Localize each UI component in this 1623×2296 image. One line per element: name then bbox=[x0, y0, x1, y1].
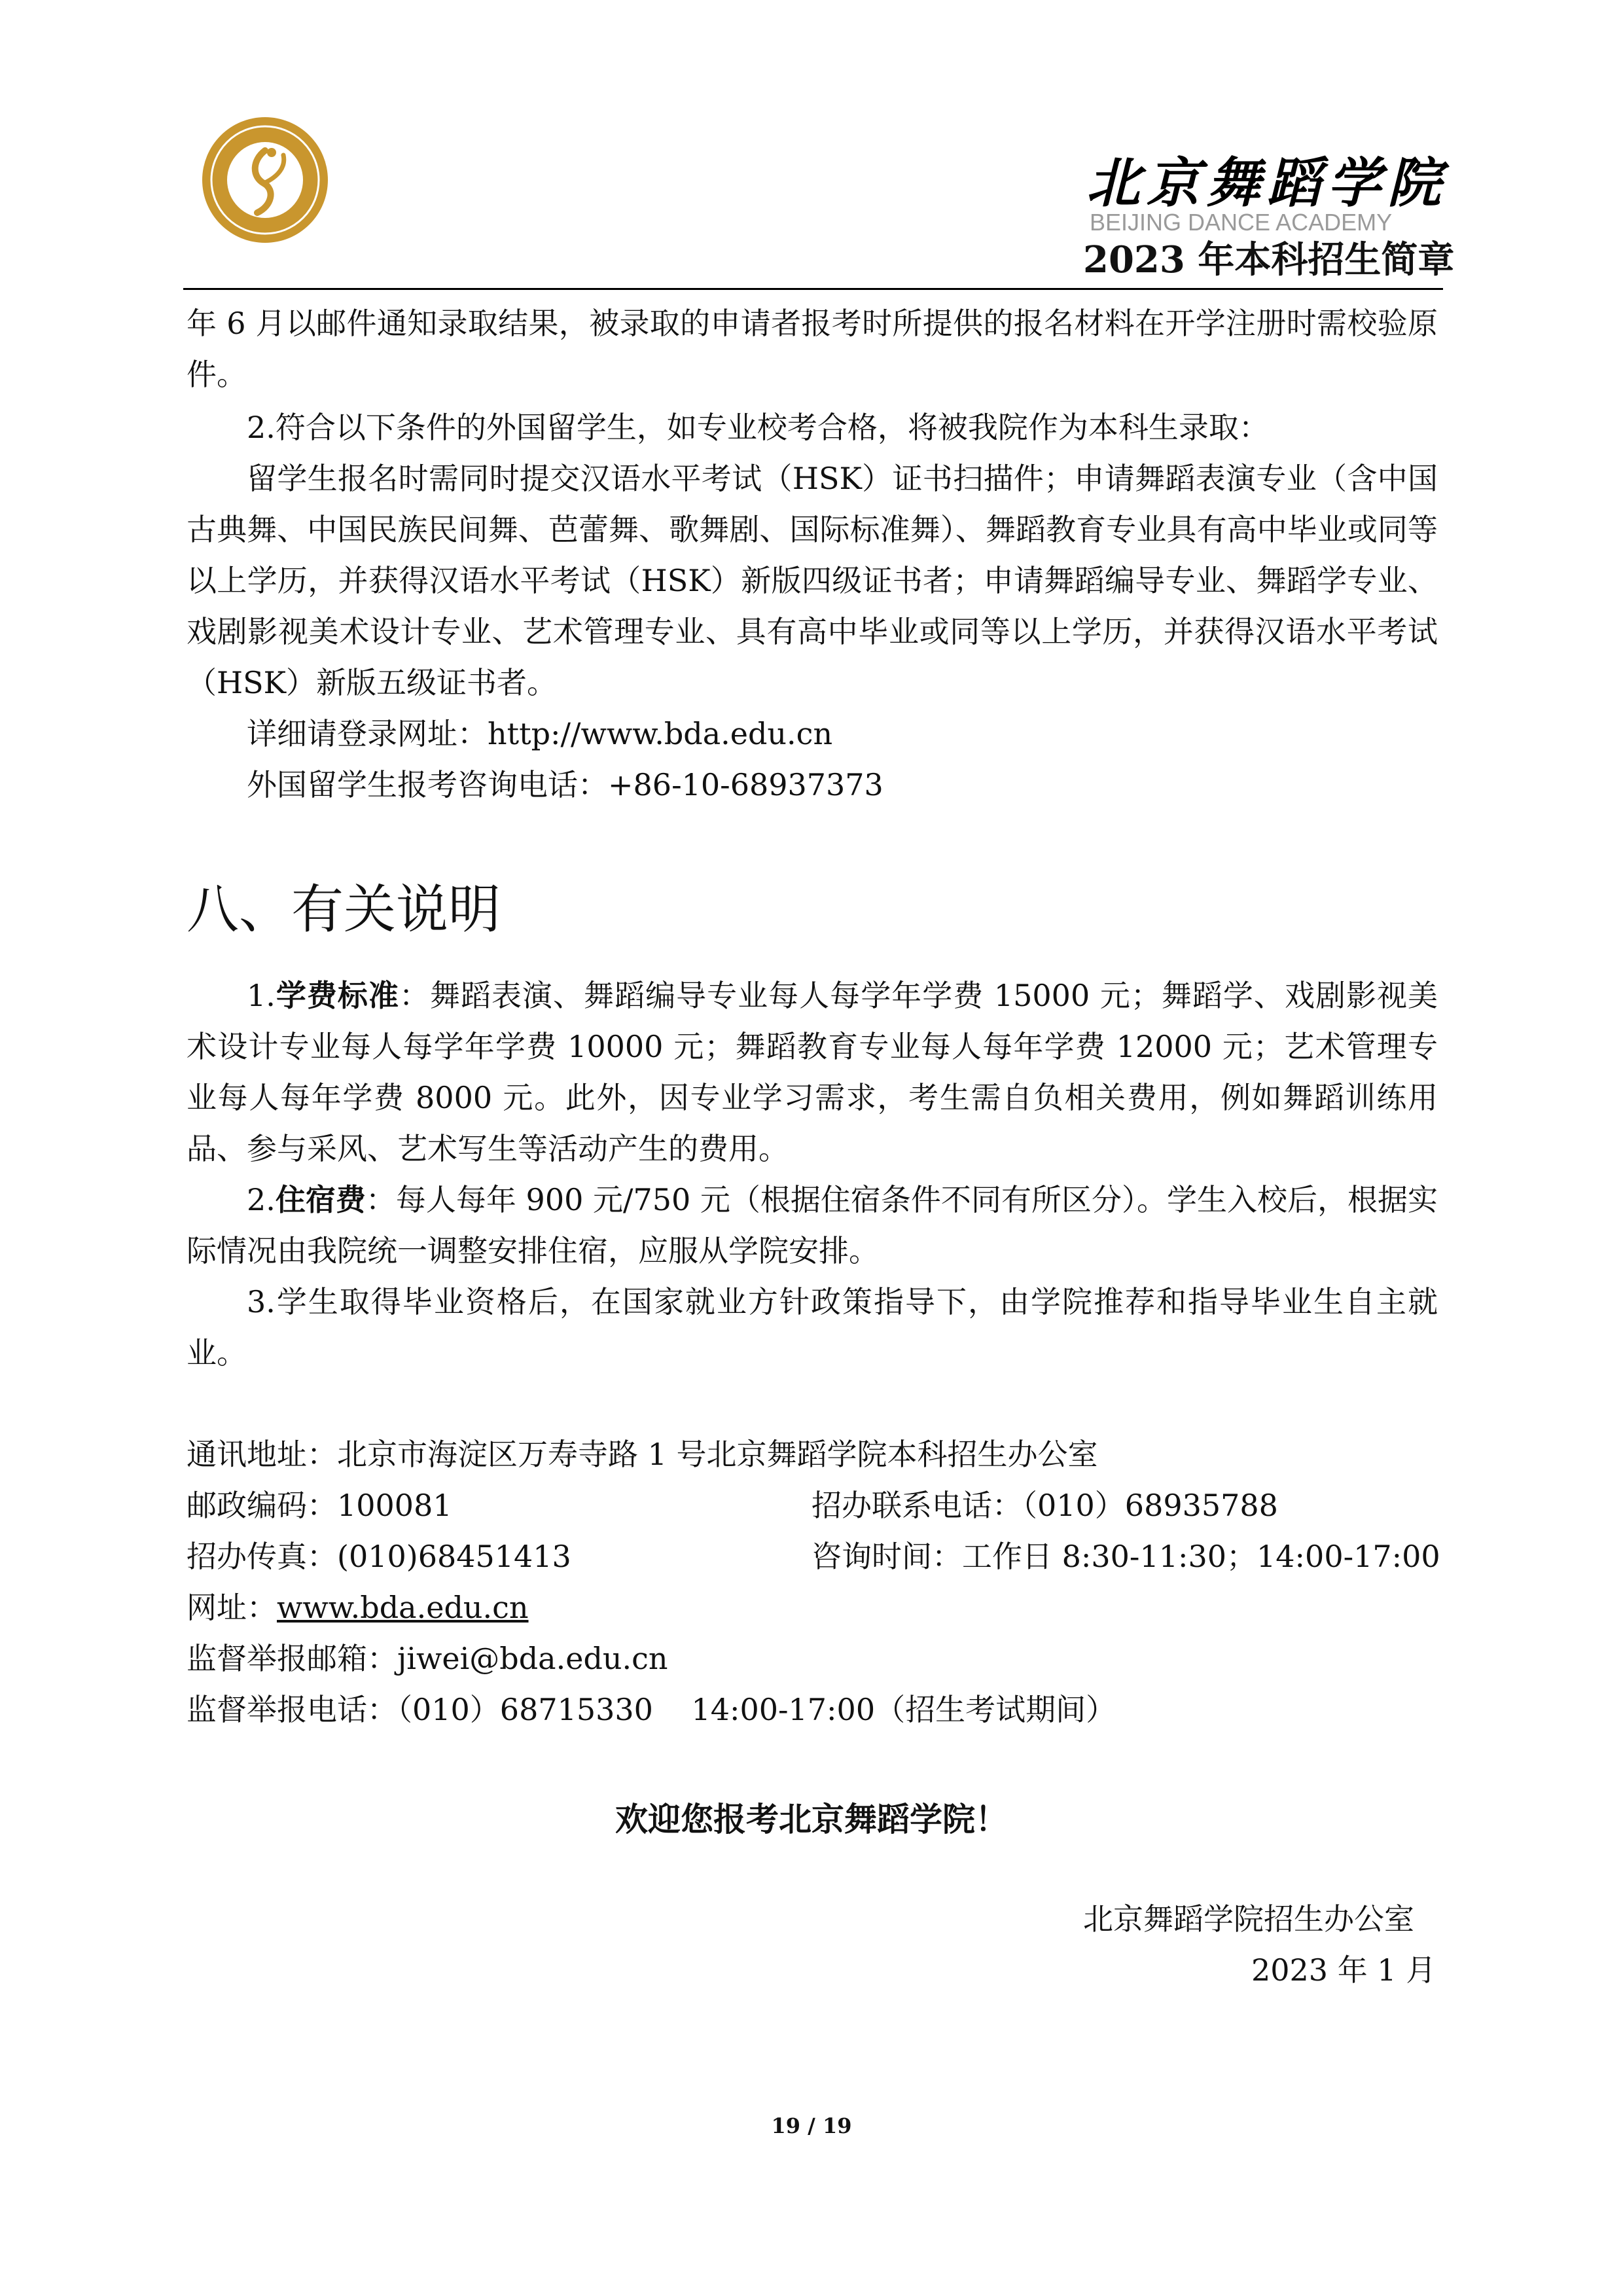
header-title: 2023 年本科招生简章 bbox=[1083, 238, 1455, 281]
contact-phone: 招办联系电话：（010）68935788 bbox=[812, 1488, 1278, 1523]
section-heading: 八、有关说明 bbox=[187, 879, 501, 940]
website-link[interactable]: www.bda.edu.cn bbox=[277, 1590, 529, 1625]
paragraph-consult-phone: 外国留学生报考咨询电话：+86-10-68937373 bbox=[247, 767, 883, 802]
contact-website-line bbox=[187, 1582, 529, 1633]
brand-name-en: BEIJING DANCE ACADEMY bbox=[1090, 209, 1393, 236]
paragraph-hsk-requirements: 留学生报名时需同时提交汉语水平考试（HSK）证书扫描件；申请舞蹈表演专业（含中国古典舞、中国民族民间舞、芭蕾舞、歌舞剧、国际标准舞）、舞蹈教育专业具有高中毕业或同等以上学历，并获得汉语水平考试（HSK）新版四级证书者；申请舞蹈编导专业、舞蹈学专业、戏剧影视美术设计专业、艺术管理专业、具有高中毕业或同等以上学历，并获得汉语水平考试（HSK）新版五级证书者。 bbox=[187, 461, 1438, 700]
header-rule bbox=[183, 288, 1443, 290]
tuition-text: ：舞蹈表演、舞蹈编导专业每人每学年学费 15000 元；舞蹈学、戏剧影视美术设计专业每人每学年学费 10000 元；舞蹈教育专业每人每年学费 12000 元；艺术管理专业每人每年学费 8000 元。此外，因专业学习需求，考生需自负相关费用，例如舞蹈训练用品、参与采风、艺术写生等活动产生的费用。 bbox=[187, 978, 1438, 1166]
accommodation-text: ：每人每年 900 元/750 元（根据住宿条件不同有所区分）。学生入校后，根据实际情况由我院统一调整安排住宿，应服从学院安排。 bbox=[187, 1182, 1438, 1268]
page-number: 19 / 19 bbox=[771, 2113, 852, 2138]
paragraph-foreign-students: 2.符合以下条件的外国留学生，如专业校考合格，将被我院作为本科生录取： bbox=[247, 410, 1269, 445]
contact-website-label: 网址： bbox=[187, 1590, 277, 1625]
employment-item: 3.学生取得毕业资格后，在国家就业方针政策指导下，由学院推荐和指导毕业生自主就业。 bbox=[187, 1284, 1438, 1371]
welcome-message: 欢迎您报考北京舞蹈学院！ bbox=[615, 1800, 1008, 1839]
signature-date: 2023 年 1 月 bbox=[1251, 1952, 1436, 1988]
tuition-item bbox=[187, 970, 1438, 1174]
contact-email: 监督举报邮箱：jiwei@bda.edu.cn bbox=[187, 1641, 668, 1676]
contact-fax: 招办传真：(010)68451413 bbox=[187, 1539, 571, 1574]
accommodation-number: 2. bbox=[247, 1182, 276, 1217]
tuition-label: 学费标准 bbox=[275, 978, 399, 1013]
header bbox=[0, 0, 1623, 295]
tuition-number: 1. bbox=[247, 978, 276, 1013]
accommodation-label: 住宿费 bbox=[275, 1182, 366, 1217]
academy-logo bbox=[200, 115, 330, 245]
accommodation-item bbox=[187, 1174, 1438, 1276]
paragraph-website: 详细请登录网址：http://www.bda.edu.cn bbox=[247, 716, 833, 751]
contact-postcode: 邮政编码：100081 bbox=[187, 1488, 452, 1523]
contact-hours: 咨询时间：工作日 8:30-11:30；14:00-17:00 bbox=[812, 1539, 1440, 1574]
paragraph-admission-notice: 年 6 月以邮件通知录取结果，被录取的申请者报考时所提供的报名材料在开学注册时需校验原件。 bbox=[187, 306, 1438, 392]
signature-office: 北京舞蹈学院招生办公室 bbox=[1083, 1901, 1414, 1937]
contact-address: 通讯地址：北京市海淀区万寿寺路 1 号北京舞蹈学院本科招生办公室 bbox=[187, 1437, 1098, 1472]
contact-report-phone: 监督举报电话：（010）68715330 14:00-17:00（招生考试期间） bbox=[187, 1692, 1116, 1727]
brand-name-cn: 北京舞蹈学院 bbox=[1086, 152, 1448, 215]
